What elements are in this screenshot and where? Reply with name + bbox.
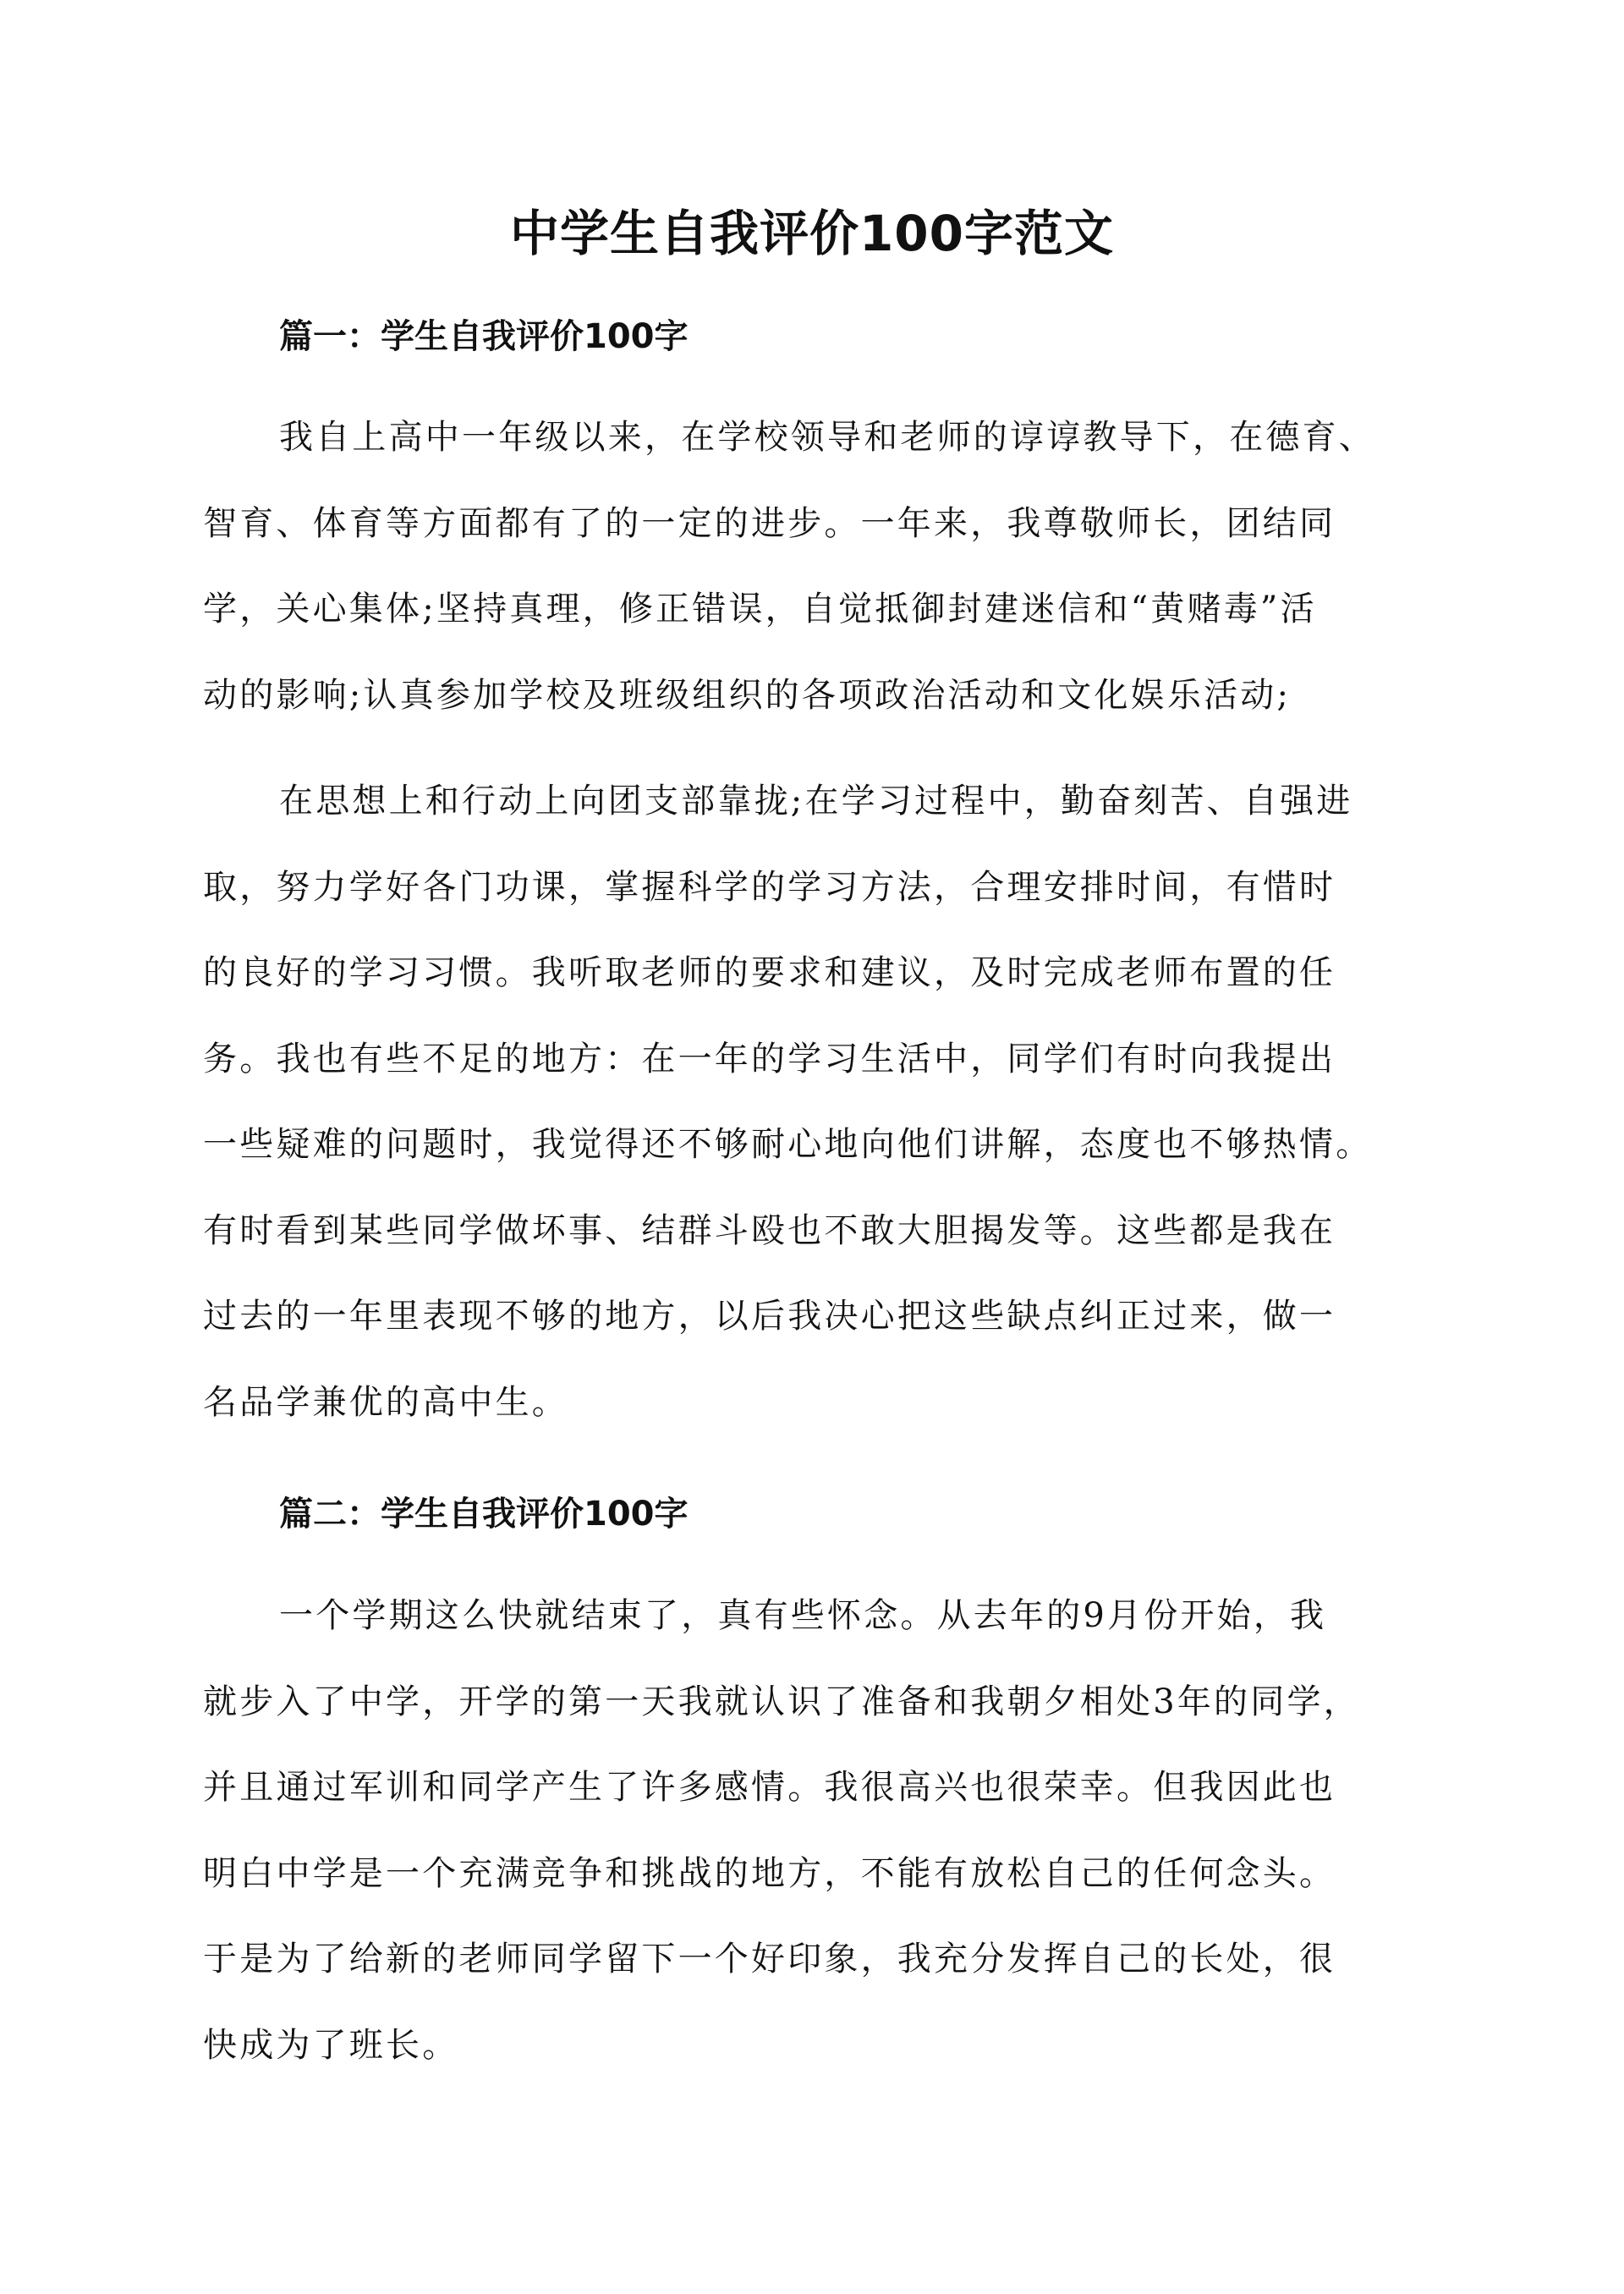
- text-line: 务。我也有些不足的地方：在一年的学习生活中，同学们有时向我提出: [203, 1039, 1336, 1078]
- text-line: 动的影响;认真参加学校及班级组织的各项政治活动和文化娱乐活动;: [203, 675, 1292, 715]
- text-line: 一些疑难的问题时，我觉得还不够耐心地向他们讲解，态度也不够热情。: [203, 1125, 1373, 1164]
- text-line: 学，关心集体;坚持真理，修正错误，自觉抵御封建迷信和“黄赌毒”活: [203, 590, 1317, 628]
- text-line: 一个学期这么快就结束了，真有些怀念。从去年的9月份开始，我: [279, 1596, 1327, 1635]
- section-heading-2: 篇二：学生自我评价100字: [279, 1495, 689, 1534]
- text-line: 明白中学是一个充满竞争和挑战的地方，不能有放松自己的任何念头。: [203, 1853, 1336, 1893]
- document-title: 中学生自我评价100字范文: [509, 205, 1115, 262]
- text-line: 并且通过军训和同学产生了许多感情。我很高兴也很荣幸。但我因此也: [203, 1768, 1336, 1807]
- text-line: 快成为了班长。: [203, 2025, 459, 2065]
- text-line: 有时看到某些同学做坏事、结群斗殴也不敢大胆揭发等。这些都是我在: [203, 1210, 1336, 1250]
- text-line: 过去的一年里表现不够的地方，以后我决心把这些缺点纠正过来，做一: [203, 1297, 1336, 1336]
- paragraph-1-1: [203, 395, 1472, 738]
- text-line: 就步入了中学，开学的第一天我就认识了准备和我朝夕相处3年的同学，: [203, 1682, 1360, 1721]
- section-heading-1: 篇一：学生自我评价100字: [279, 317, 689, 356]
- text-line: 的良好的学习习惯。我听取老师的要求和建议，及时完成老师布置的任: [203, 953, 1336, 992]
- text-line: 智育、体育等方面都有了的一定的进步。一年来，我尊敬师长，团结同: [203, 503, 1336, 543]
- text-line: 在思想上和行动上向团支部靠拢;在学习过程中，勤奋刻苦、自强进: [279, 782, 1353, 820]
- text-line: 取，努力学好各门功课，掌握科学的学习方法，合理安排时间，有惜时: [203, 867, 1336, 907]
- paragraph-2-1: [203, 1573, 1472, 2088]
- text-line: 我自上高中一年级以来，在学校领导和老师的谆谆教导下，在德育、: [279, 418, 1375, 457]
- text-line: 名品学兼优的高中生。: [203, 1382, 568, 1422]
- paragraph-1-2: [203, 759, 1472, 1446]
- text-line: 于是为了给新的老师同学留下一个好印象，我充分发挥自己的长处，很: [203, 1940, 1336, 1978]
